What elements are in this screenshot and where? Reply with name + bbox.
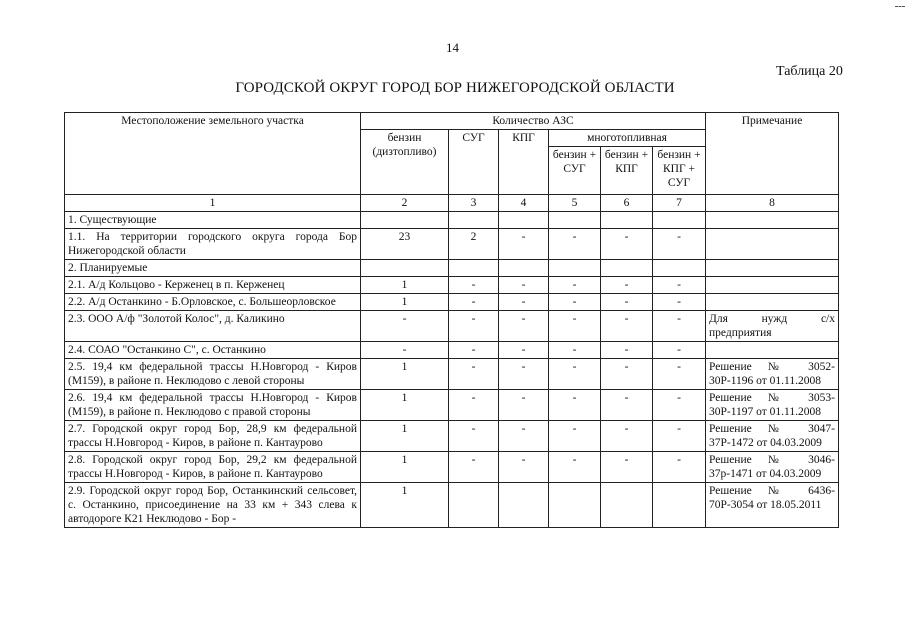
count-cell: -: [601, 421, 653, 452]
section-row: [65, 260, 839, 277]
empty-cell: [361, 212, 449, 229]
col-number: 8: [706, 195, 839, 212]
location-cell: 2.4. СОАО "Останкино С", с. Останкино: [65, 342, 361, 359]
empty-cell: [706, 212, 839, 229]
page-number: 14: [446, 40, 459, 55]
count-cell: -: [549, 359, 601, 390]
col-number: 7: [653, 195, 706, 212]
count-cell: -: [549, 277, 601, 294]
count-cell: -: [549, 421, 601, 452]
count-cell: -: [449, 421, 499, 452]
header-petrol-sug: бензин + СУГ: [549, 147, 601, 195]
count-cell: -: [601, 359, 653, 390]
count-cell: -: [499, 294, 549, 311]
location-cell: 2.3. ООО А/ф "Золотой Колос", д. Каликино: [65, 311, 361, 342]
count-cell: -: [449, 390, 499, 421]
empty-cell: [706, 260, 839, 277]
count-cell: -: [601, 229, 653, 260]
count-cell: -: [449, 311, 499, 342]
note-cell: [706, 294, 839, 311]
col-number: 2: [361, 195, 449, 212]
count-cell: -: [549, 229, 601, 260]
count-cell: -: [549, 452, 601, 483]
empty-cell: [549, 260, 601, 277]
count-cell: -: [653, 229, 706, 260]
gas-stations-table: [64, 112, 839, 528]
count-cell: 1: [361, 421, 449, 452]
count-cell: -: [653, 277, 706, 294]
empty-cell: [449, 212, 499, 229]
count-cell: -: [653, 421, 706, 452]
count-cell: -: [601, 277, 653, 294]
document-title: ГОРОДСКОЙ ОКРУГ ГОРОД БОР НИЖЕГОРОДСКОЙ ОБЛАСТИ: [235, 80, 675, 96]
header-petrol-kpg: бензин + КПГ: [601, 147, 653, 195]
count-cell: 1: [361, 390, 449, 421]
count-cell: -: [653, 452, 706, 483]
count-cell: -: [499, 390, 549, 421]
count-cell: -: [549, 294, 601, 311]
header-count: Количество АЗС: [361, 113, 706, 130]
header-location: Местоположение земельного участка: [65, 113, 361, 195]
count-cell: -: [361, 311, 449, 342]
count-cell: -: [499, 311, 549, 342]
count-cell: -: [449, 342, 499, 359]
table-row: [65, 311, 839, 342]
empty-cell: [601, 212, 653, 229]
header-sug: СУГ: [449, 130, 499, 195]
col-number: 4: [499, 195, 549, 212]
count-cell: [653, 483, 706, 528]
count-cell: -: [653, 311, 706, 342]
table-row: [65, 452, 839, 483]
count-cell: [601, 483, 653, 528]
header-kpg: КПГ: [499, 130, 549, 195]
count-cell: -: [549, 390, 601, 421]
empty-cell: [499, 260, 549, 277]
count-cell: -: [361, 342, 449, 359]
empty-cell: [653, 212, 706, 229]
count-cell: -: [449, 277, 499, 294]
note-cell: [706, 342, 839, 359]
count-cell: -: [653, 359, 706, 390]
empty-cell: [549, 212, 601, 229]
count-cell: -: [653, 294, 706, 311]
count-cell: -: [601, 294, 653, 311]
table-row: [65, 229, 839, 260]
table-row: [65, 390, 839, 421]
empty-cell: [499, 212, 549, 229]
col-number: 5: [549, 195, 601, 212]
location-cell: 2.9. Городской округ город Бор, Останкинский сельсовет, с. Останкино, присоединение на 33 км + 343 слева к автодороге К21 Неклюдово - Бор -: [65, 483, 361, 528]
header-multi: многотопливная: [549, 130, 706, 147]
count-cell: 1: [361, 294, 449, 311]
table-row: [65, 359, 839, 390]
header-petrol: бензин (дизтопливо): [361, 130, 449, 195]
count-cell: -: [601, 342, 653, 359]
table-row: [65, 421, 839, 452]
location-cell: 2.6. 19,4 км федеральной трассы Н.Новгород - Киров (М159), в районе п. Неклюдово с правой стороны: [65, 390, 361, 421]
count-cell: -: [499, 229, 549, 260]
count-cell: -: [499, 421, 549, 452]
location-cell: 2.2. А/д Останкино - Б.Орловское, с. Большеорловское: [65, 294, 361, 311]
note-cell: Решение № 6436-70Р-3054 от 18.05.2011: [706, 483, 839, 528]
count-cell: -: [653, 390, 706, 421]
count-cell: -: [549, 342, 601, 359]
column-numbers-row: [65, 195, 839, 212]
count-cell: -: [499, 452, 549, 483]
table-label: Таблица 20: [776, 64, 843, 79]
location-cell: 1.1. На территории городского округа города Бор Нижегородской области: [65, 229, 361, 260]
empty-cell: [449, 260, 499, 277]
count-cell: [449, 483, 499, 528]
count-cell: -: [653, 342, 706, 359]
count-cell: 1: [361, 277, 449, 294]
empty-cell: [601, 260, 653, 277]
section-label: 1. Существующие: [65, 212, 361, 229]
table-row: [65, 483, 839, 528]
count-cell: -: [601, 452, 653, 483]
note-cell: Решение № 3053-30Р-1197 от 01.11.2008: [706, 390, 839, 421]
header-petrol-kpg-sug: бензин + КПГ + СУГ: [653, 147, 706, 195]
count-cell: -: [449, 359, 499, 390]
table-row: [65, 342, 839, 359]
empty-cell: [361, 260, 449, 277]
count-cell: 1: [361, 483, 449, 528]
note-cell: Решение № 3047-37Р-1472 от 04.03.2009: [706, 421, 839, 452]
count-cell: 1: [361, 452, 449, 483]
header-note: Примечание: [706, 113, 839, 195]
col-number: 3: [449, 195, 499, 212]
location-cell: 2.1. А/д Кольцово - Керженец в п. Керженец: [65, 277, 361, 294]
location-cell: 2.8. Городской округ город Бор, 29,2 км федеральной трассы Н.Новгород - Киров, в районе п. Кантаурово: [65, 452, 361, 483]
table-row: [65, 277, 839, 294]
section-row: [65, 212, 839, 229]
count-cell: 1: [361, 359, 449, 390]
count-cell: -: [601, 390, 653, 421]
count-cell: [499, 483, 549, 528]
col-number: 1: [65, 195, 361, 212]
note-cell: Решение № 3046-37р-1471 от 04.03.2009: [706, 452, 839, 483]
note-cell: Для нужд с/х предприятия: [706, 311, 839, 342]
location-cell: 2.7. Городской округ город Бор, 28,9 км федеральной трассы Н.Новгород - Киров, в районе п. Кантаурово: [65, 421, 361, 452]
edge-mark: [895, 6, 905, 8]
note-cell: [706, 277, 839, 294]
count-cell: -: [499, 359, 549, 390]
col-number: 6: [601, 195, 653, 212]
count-cell: [549, 483, 601, 528]
section-label: 2. Планируемые: [65, 260, 361, 277]
table-row: [65, 294, 839, 311]
location-cell: 2.5. 19,4 км федеральной трассы Н.Новгород - Киров (М159), в районе п. Неклюдово с левой стороны: [65, 359, 361, 390]
count-cell: 2: [449, 229, 499, 260]
count-cell: -: [499, 342, 549, 359]
empty-cell: [653, 260, 706, 277]
count-cell: -: [601, 311, 653, 342]
note-cell: [706, 229, 839, 260]
count-cell: 23: [361, 229, 449, 260]
count-cell: -: [449, 294, 499, 311]
note-cell: Решение № 3052-30Р-1196 от 01.11.2008: [706, 359, 839, 390]
count-cell: -: [499, 277, 549, 294]
count-cell: -: [449, 452, 499, 483]
count-cell: -: [549, 311, 601, 342]
